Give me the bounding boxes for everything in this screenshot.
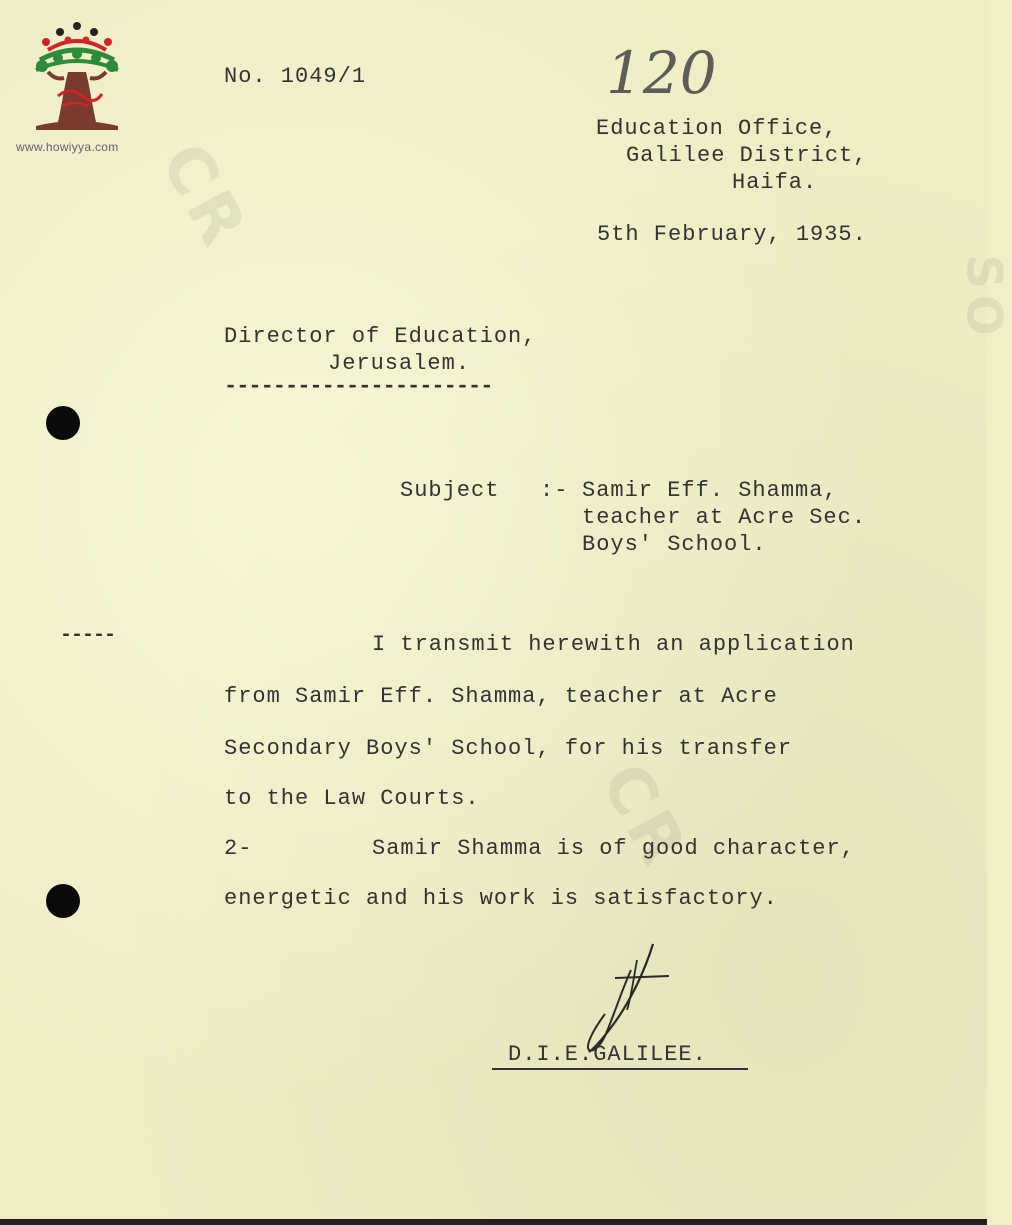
subject-line-2: teacher at Acre Sec. [582, 505, 867, 530]
handwritten-number-graphic [606, 38, 756, 108]
body-para2-line-1: Samir Shamma is of good character, [372, 836, 855, 861]
signature-underline [492, 1068, 748, 1070]
recipient-underline-rule: ---------------------- [224, 374, 493, 399]
tree-logo-icon [18, 18, 138, 138]
body-para1-line-4: to the Law Courts. [224, 786, 480, 811]
sender-line-1: Education Office, [596, 116, 838, 141]
sender-line-3: Haifa. [732, 170, 818, 195]
body-para2-line-2: energetic and his work is satisfactory. [224, 886, 778, 911]
letter-date: 5th February, 1935. [597, 222, 867, 247]
punch-hole [46, 406, 80, 440]
logo-url-text: www.howiyya.com [16, 140, 119, 154]
punch-hole [46, 884, 80, 918]
archive-number-handwritten [606, 38, 756, 113]
scan-bottom-edge [0, 1219, 987, 1225]
background-stamp-ghost: CR [586, 751, 703, 883]
recipient-line-2: Jerusalem. [328, 351, 471, 376]
body-para1-line-2: from Samir Eff. Shamma, teacher at Acre [224, 684, 778, 709]
background-stamp-ghost: SO [955, 254, 1012, 342]
subject-line-1: Samir Eff. Shamma, [582, 478, 838, 503]
subject-label: Subject [400, 478, 500, 503]
subject-line-3: Boys' School. [582, 532, 767, 557]
body-para1-line-3: Secondary Boys' School, for his transfer [224, 736, 793, 761]
subject-separator: :- [540, 478, 569, 503]
recipient-line-1: Director of Education, [224, 324, 537, 349]
background-stamp-ghost: CR [146, 131, 263, 263]
reference-number: No. 1049/1 [224, 64, 367, 89]
body-para2-number: 2- [224, 836, 253, 861]
body-para1-line-1: I transmit herewith an application [372, 632, 855, 657]
margin-mark: ----- [60, 624, 116, 647]
archive-number-text: 120 [606, 39, 717, 107]
sender-line-2: Galilee District, [626, 143, 868, 168]
howiyya-logo [18, 18, 138, 158]
signature-title: D.I.E.GALILEE. [508, 1042, 707, 1067]
